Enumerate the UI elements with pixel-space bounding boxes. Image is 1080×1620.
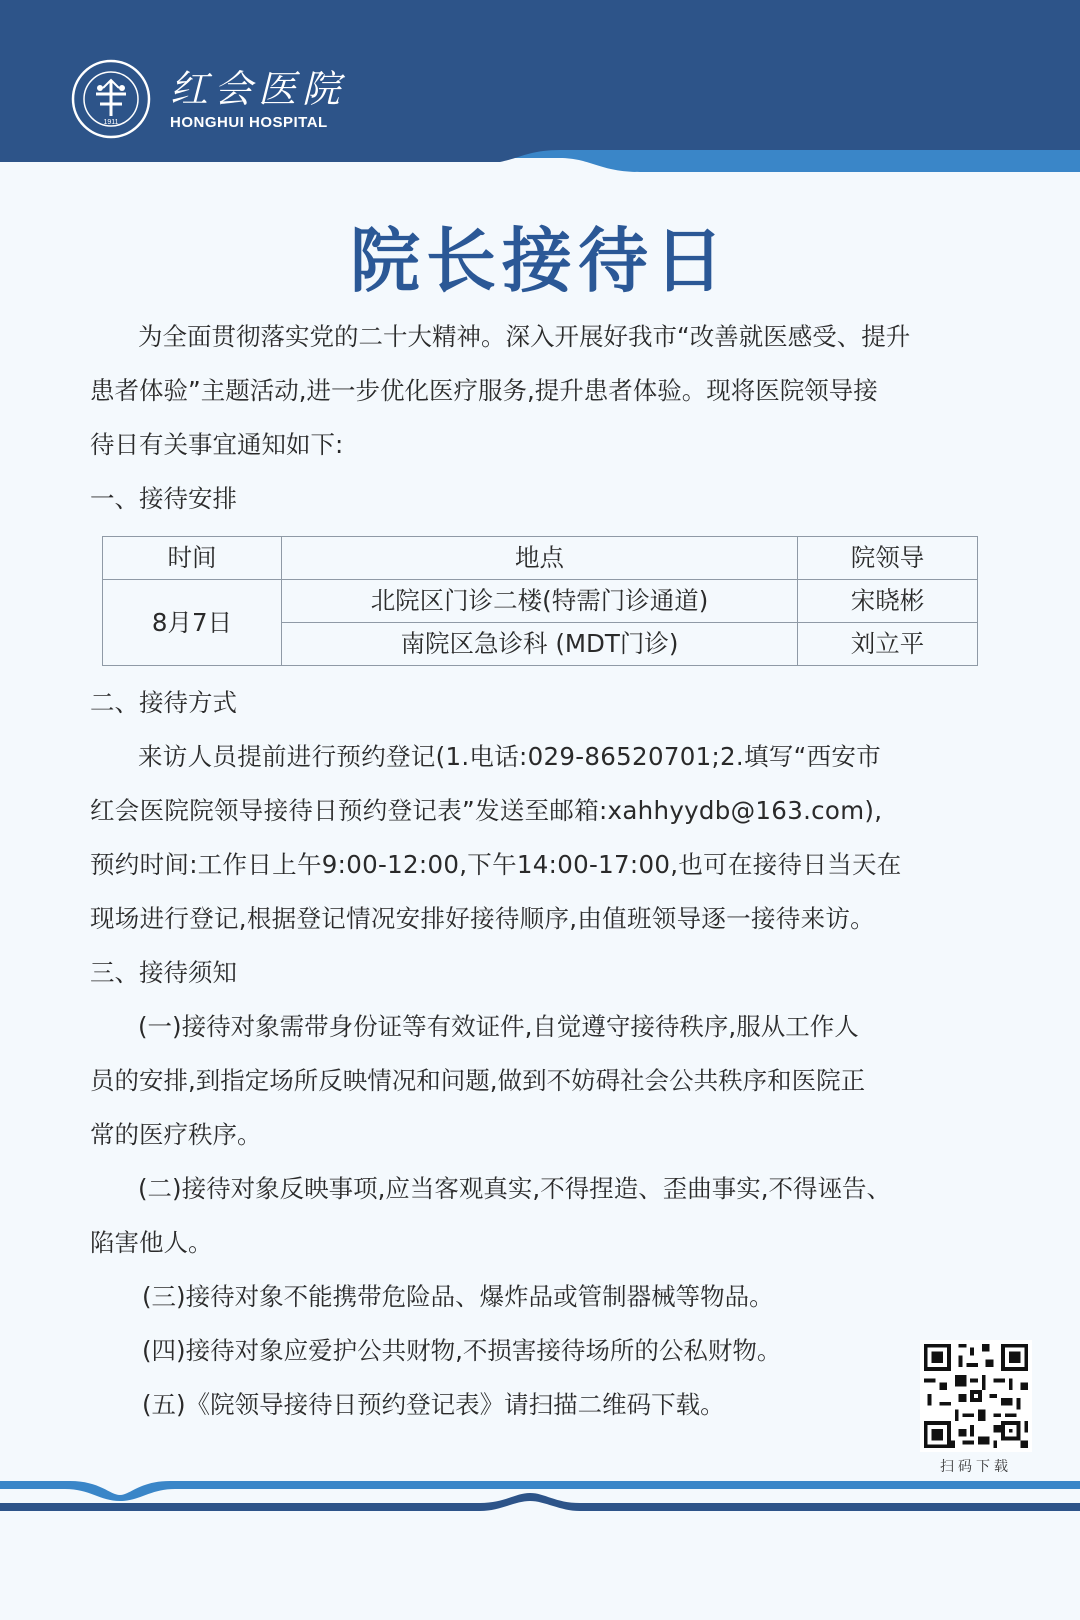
header-wave-band: [0, 0, 1080, 175]
table-header-row: [103, 537, 978, 580]
logo-wordmark: [170, 68, 346, 131]
intro-line: 待日有关事宜通知如下:: [90, 430, 344, 459]
rule-line: 常的医疗秩序。: [90, 1120, 262, 1149]
rule-item-2: [90, 1162, 995, 1270]
table-row: [103, 580, 978, 623]
rule-line: (一)接待对象需带身份证等有效证件,自觉遵守接待秩序,服从工作人: [138, 1012, 859, 1041]
rule-line: 陷害他人。: [90, 1228, 213, 1257]
logo-name-en: HONGHUI HOSPITAL: [170, 114, 328, 131]
intro-line: 为全面贯彻落实党的二十大精神。深入开展好我市“改善就医感受、提升: [138, 322, 911, 351]
cell-location: 北院区门诊二楼(特需门诊通道): [282, 580, 798, 623]
section1-heading: 一、接待安排: [90, 484, 237, 513]
footer-wave-lines: [0, 1475, 1080, 1515]
cell-date: 8月7日: [103, 580, 282, 666]
section2-line: 预约时间:工作日上午9:00-12:00,下午14:00-17:00,也可在接待日当天在: [90, 850, 902, 879]
rule-line: (二)接待对象反映事项,应当客观真实,不得捏造、歪曲事实,不得诬告、: [138, 1174, 891, 1203]
section2-line: 来访人员提前进行预约登记(1.电话:029-86520701;2.填写“西安市: [138, 742, 882, 771]
section2-paragraph: [90, 730, 995, 946]
cell-leader: 刘立平: [798, 623, 978, 666]
rule-line: 员的安排,到指定场所反映情况和问题,做到不妨碍社会公共秩序和医院正: [90, 1066, 866, 1095]
hospital-seal-icon: [70, 58, 152, 140]
page-title: 院长接待日: [350, 220, 730, 302]
rule-item-1: [90, 1000, 995, 1162]
section2-line: 现场进行登记,根据登记情况安排好接待顺序,由值班领导逐一接待来访。: [90, 904, 875, 933]
section2-heading: 二、接待方式: [90, 688, 237, 717]
header-leader: 院领导: [798, 537, 978, 580]
seal-year: 1911: [103, 119, 119, 126]
cell-location: 南院区急诊科 (MDT门诊): [282, 623, 798, 666]
header-banner: [0, 0, 1080, 175]
section3-heading: 三、接待须知: [90, 958, 237, 987]
intro-line: 患者体验”主题活动,进一步优化医疗服务,提升患者体验。现将医院领导接: [90, 376, 878, 405]
logo-name-cn: 红会医院: [170, 67, 347, 111]
cell-leader: 宋晓彬: [798, 580, 978, 623]
rule-item-5: (五)《院领导接待日预约登记表》请扫描二维码下载。: [142, 1390, 725, 1419]
qr-code-icon[interactable]: [920, 1340, 1032, 1452]
rule-item-3: (三)接待对象不能携带危险品、爆炸品或管制器械等物品。: [142, 1282, 774, 1311]
notice-body: [90, 310, 995, 1432]
intro-paragraph: [90, 310, 995, 472]
rule-item-4: (四)接待对象应爱护公共财物,不损害接待场所的公私财物。: [142, 1336, 782, 1365]
header-location: 地点: [282, 537, 798, 580]
qr-caption: 扫码下载: [940, 1459, 1012, 1475]
section2-line: 红会医院院领导接待日预约登记表”发送至邮箱:xahhyydb@163.com),: [90, 796, 883, 825]
reception-schedule-table: [102, 536, 978, 666]
header-time: 时间: [103, 537, 282, 580]
